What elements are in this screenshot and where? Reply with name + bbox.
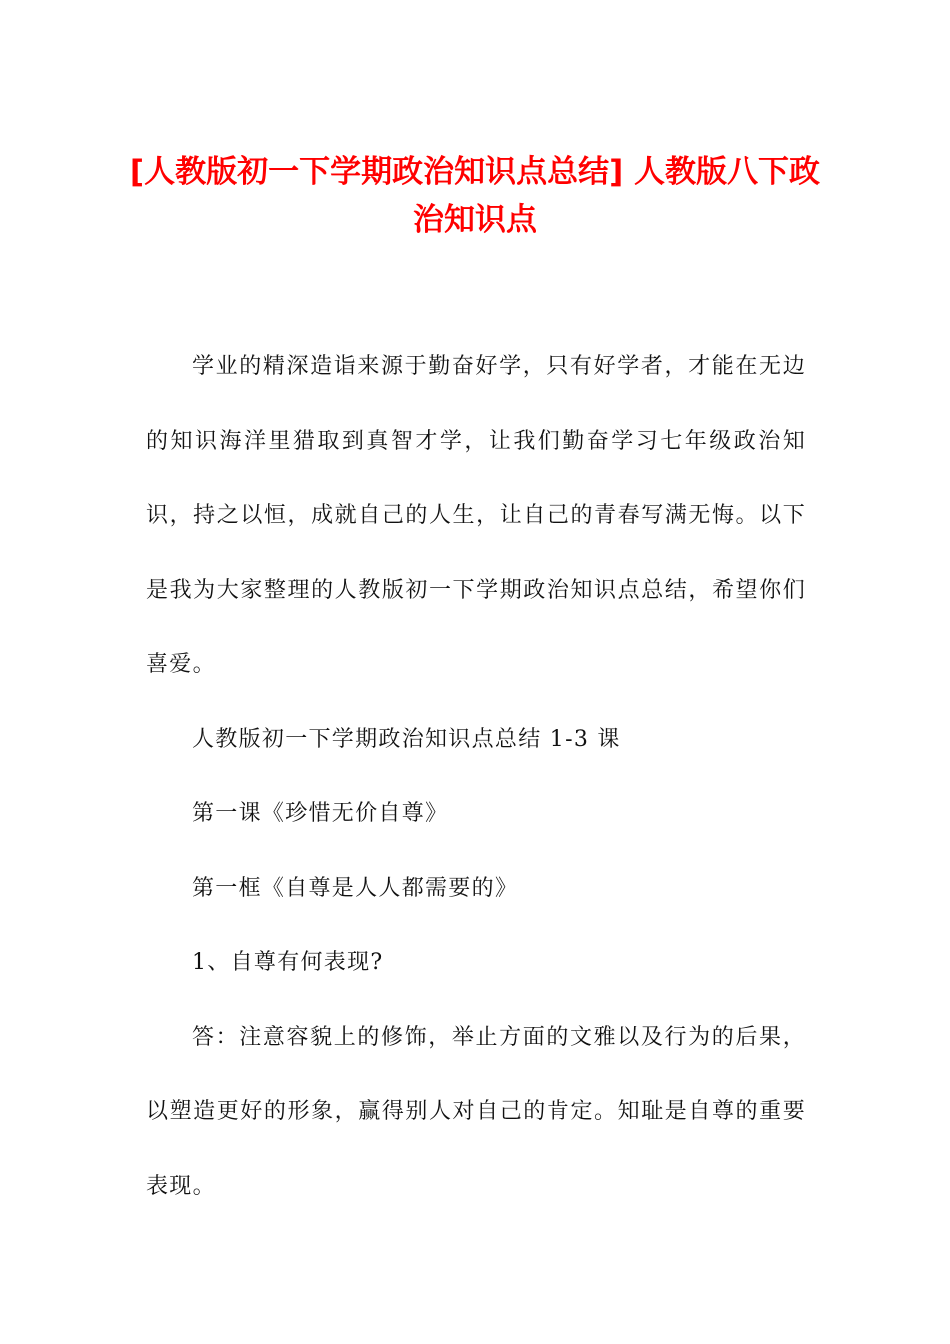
intro-paragraph: 学业的精深造诣来源于勤奋好学，只有好学者，才能在无边的知识海洋里猎取到真智才学，让我们勤奋学习七年级政治知识，持之以恒，成就自己的人生，让自己的青春写满无悔。以下是我为大家整理的人教版初一下学期政治知识点总结，希望你们喜爱。 — [146, 354, 806, 677]
document-title: [人教版初一下学期政治知识点总结] 人教版八下政治知识点 — [129, 154, 821, 238]
question: 1、自尊有何表现? — [192, 950, 384, 975]
lesson-heading: 第一课《珍惜无价自尊》 — [192, 801, 449, 826]
document-body — [146, 330, 806, 1224]
frame-heading: 第一框《自尊是人人都需要的》 — [192, 875, 519, 901]
section-heading: 人教版初一下学期政治知识点总结 1-3 课 — [192, 726, 621, 752]
answer: 答：注意容貌上的修饰，举止方面的文雅以及行为的后果，以塑造更好的形象，赢得别人对自己的肯定。知耻是自尊的重要表现。 — [146, 1024, 806, 1199]
